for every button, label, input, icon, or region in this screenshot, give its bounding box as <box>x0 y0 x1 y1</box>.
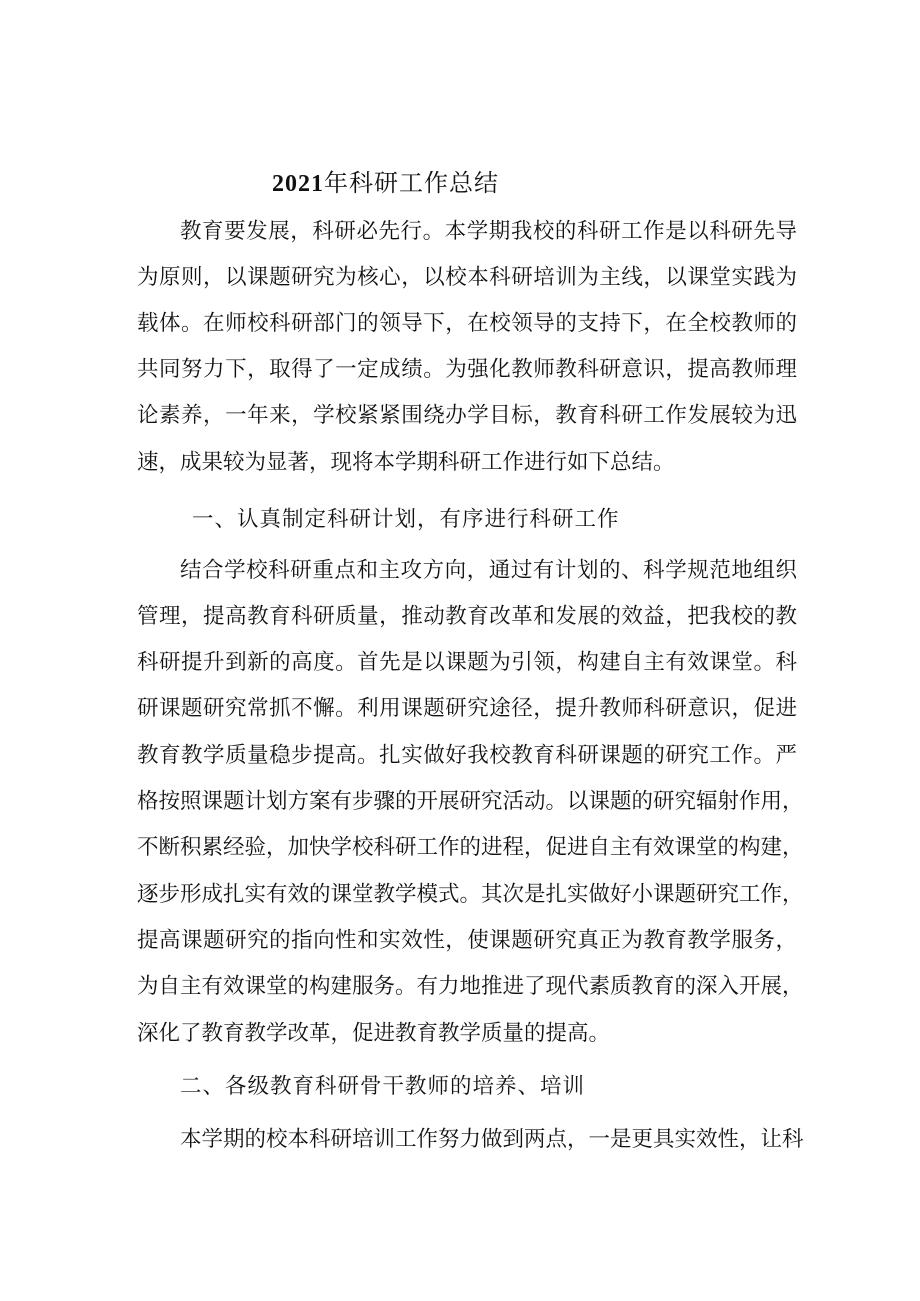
section1-line-6: 格按照课题计划方案有步骤的开展研究活动。以课题的研究辐射作用， <box>137 789 804 814</box>
intro-line-1: 教育要发展，科研必先行。本学期我校的科研工作是以科研先导 <box>180 219 797 244</box>
section1-line-5: 教育教学质量稳步提高。扎实做好我校教育科研课题的研究工作。严 <box>137 743 797 768</box>
section1-line-10: 为自主有效课堂的构建服务。有力地推进了现代素质教育的深入开展， <box>137 974 804 999</box>
intro-line-6: 速，成果较为显著，现将本学期科研工作进行如下总结。 <box>137 450 675 475</box>
section1-line-1: 结合学校科研重点和主攻方向，通过有计划的、科学规范地组织 <box>180 558 797 583</box>
section2-line-1: 本学期的校本科研培训工作努力做到两点，一是更具实效性，让科 <box>180 1127 804 1152</box>
section1-line-3: 科研提升到新的高度。首先是以课题为引领，构建自主有效课堂。科 <box>137 650 797 675</box>
title-year: 2021 <box>272 171 324 197</box>
intro-line-4: 共同努力下，取得了一定成绩。为强化教师教科研意识，提高教师理 <box>137 357 797 382</box>
section-heading-1: 一、认真制定科研计划，有序进行科研工作 <box>192 507 620 532</box>
intro-line-3: 载体。在师校科研部门的领导下，在校领导的支持下，在全校教师的 <box>137 311 797 336</box>
title-text: 年科研工作总结 <box>324 169 499 197</box>
section1-line-9: 提高课题研究的指向性和实效性，使课题研究真正为教育教学服务， <box>137 928 797 953</box>
section1-line-7: 不断积累经验，加快学校科研工作的进程，促进自主有效课堂的构建， <box>137 835 804 860</box>
section1-line-8: 逐步形成扎实有效的课堂教学模式。其次是扎实做好小课题研究工作， <box>137 882 804 907</box>
document-title <box>272 163 499 204</box>
intro-line-2: 为原则，以课题研究为核心，以校本科研培训为主线，以课堂实践为 <box>137 265 797 290</box>
intro-line-5: 论素养，一年来，学校紧紧围绕办学目标，教育科研工作发展较为迅 <box>137 403 797 428</box>
section-heading-2: 二、各级教育科研骨干教师的培养、培训 <box>180 1074 586 1099</box>
section1-line-11: 深化了教育教学改革，促进教育教学质量的提高。 <box>137 1021 611 1046</box>
section1-line-4: 研课题研究常抓不懈。利用课题研究途径，提升教师科研意识，促进 <box>137 696 797 721</box>
section1-line-2: 管理，提高教育科研质量，推动教育改革和发展的效益，把我校的教 <box>137 604 797 629</box>
